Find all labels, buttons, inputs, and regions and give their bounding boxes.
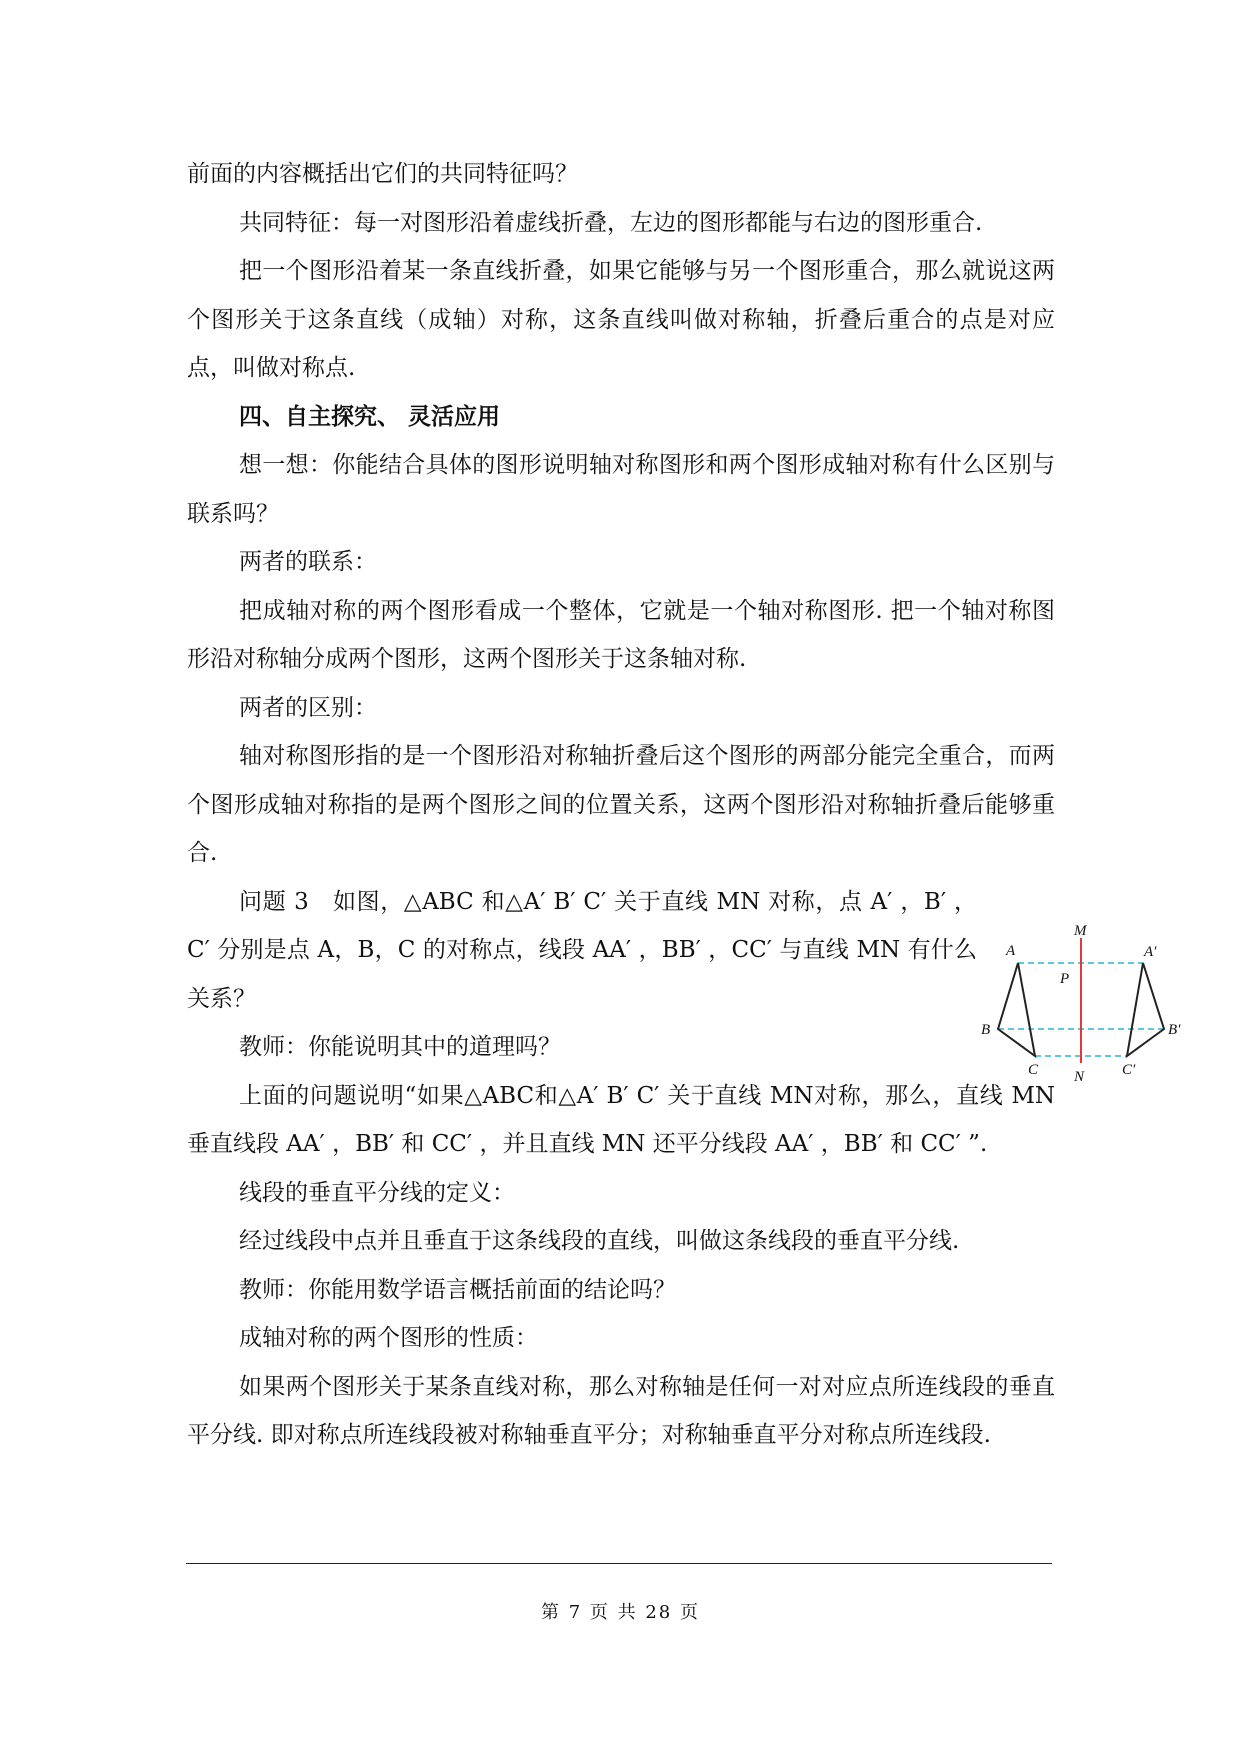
section-heading: 四、自主探究、 灵活应用: [239, 403, 501, 430]
label-c-prime: C′: [1122, 1062, 1136, 1078]
label-a-prime: A′: [1144, 944, 1157, 960]
paragraph: 如果两个图形关于某条直线对称，那么对称轴是任何一对对应点所连线段的垂直平分线. 即对称点所连线段被对称轴垂直平分；对称轴垂直平分对称点所连线段.: [187, 1373, 1055, 1448]
label-n: N: [1074, 1069, 1085, 1085]
label-a: A: [1006, 943, 1016, 959]
paragraph: 上面的问题说明“如果△ABC和△A′ B′ C′ 关于直线 MN对称，那么，直线 MN 垂直线段 AA′ ，BB′ 和 CC′ ，并且直线 MN 还平分线段 AA′ ，BB′ 和 CC′ ”.: [187, 1082, 1055, 1157]
label-c: C: [1028, 1062, 1039, 1078]
paragraph: 两者的区别：: [239, 694, 377, 721]
paragraph: 把成轴对称的两个图形看成一个整体，它就是一个轴对称图形. 把一个轴对称图形沿对称轴分成两个图形，这两个图形关于这条轴对称.: [187, 597, 1055, 672]
document-body: [187, 150, 1055, 1460]
label-m: M: [1074, 925, 1087, 939]
paragraph: 教师：你能用数学语言概括前面的结论吗？: [239, 1276, 676, 1303]
paragraph: 共同特征：每一对图形沿着虚线折叠，左边的图形都能与右边的图形重合.: [239, 209, 983, 236]
paragraph: 轴对称图形指的是一个图形沿对称轴折叠后这个图形的两部分能完全重合，而两个图形成轴对称指的是两个图形之间的位置关系，这两个图形沿对称轴折叠后能够重合.: [187, 743, 1055, 866]
triangle-a1b1c1: [1127, 963, 1164, 1056]
label-p: P: [1060, 971, 1070, 987]
paragraph: 成轴对称的两个图形的性质：: [239, 1325, 538, 1351]
problem-statement: 问题 3 如图，△ABC 和△A′ B′ C′ 关于直线 MN 对称，点 A′ ，B′ ，C′ 分别是点 A，B，C 的对称点，线段 AA′ ，BB′ ，CC′ 与直线 MN 有什么关系？: [187, 888, 977, 1012]
paragraph: 教师：你能说明其中的道理吗？: [239, 1034, 561, 1060]
paragraph: 经过线段中点并且垂直于这条线段的直线，叫做这条线段的垂直平分线.: [239, 1228, 960, 1254]
footer-divider: [186, 1563, 1052, 1564]
paragraph: 两者的联系：: [239, 549, 377, 575]
paragraph: 把一个图形沿着某一条直线折叠，如果它能够与另一个图形重合，那么就说这两个图形关于这条直线（成轴）对称，这条直线叫做对称轴，折叠后重合的点是对应点，叫做对称点.: [187, 258, 1055, 381]
paragraph: 想一想：你能结合具体的图形说明轴对称图形和两个图形成轴对称有什么区别与联系吗？: [187, 452, 1055, 527]
paragraph: 线段的垂直平分线的定义：: [239, 1179, 515, 1206]
page-number: 第 7 页 共 28 页: [541, 1602, 700, 1623]
triangle-abc: [998, 963, 1035, 1056]
label-b-prime: B′: [1168, 1022, 1181, 1038]
symmetry-figure: [978, 925, 1188, 1100]
paragraph: 前面的内容概括出它们的共同特征吗？: [187, 161, 578, 187]
label-b: B: [981, 1022, 991, 1038]
